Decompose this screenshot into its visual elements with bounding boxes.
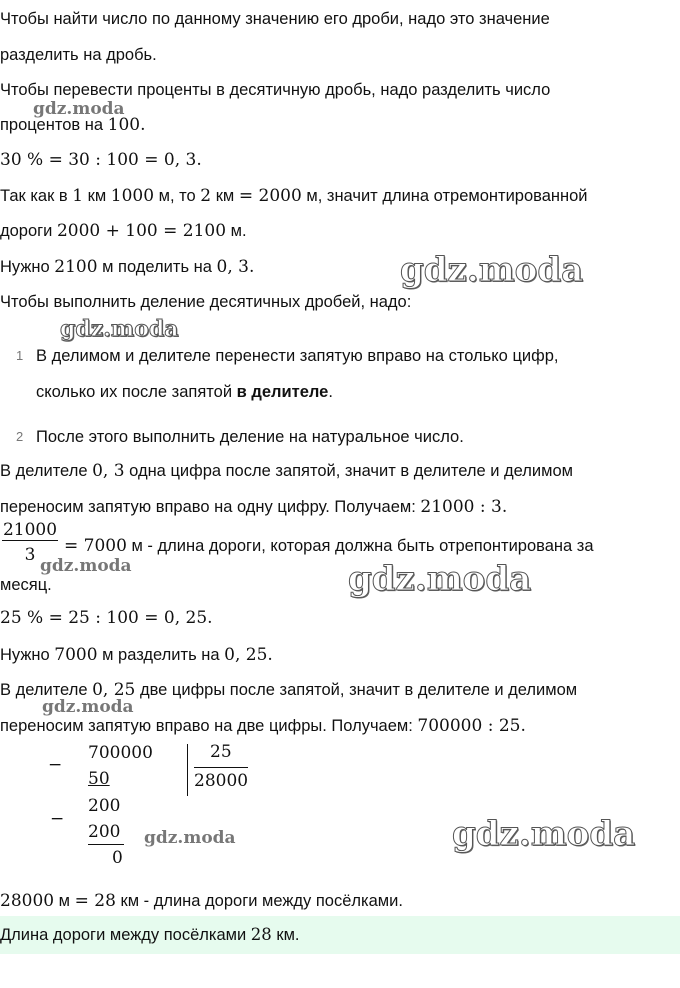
paragraph-line <box>0 185 588 207</box>
text: сколько их после запятой <box>36 383 237 401</box>
divisor-underline <box>194 767 248 768</box>
text: м. <box>226 222 247 240</box>
answer-line <box>0 924 300 946</box>
text: Чтобы перевести проценты в десятичную дробь, надо разделить число <box>0 81 551 99</box>
paragraph-line <box>0 460 573 482</box>
division-bar <box>187 744 188 796</box>
paragraph-line <box>0 8 550 30</box>
subtrahend: 50 <box>88 769 110 789</box>
answer-box <box>0 916 680 954</box>
watermark: gdz.moda <box>348 559 532 599</box>
math: 2000 <box>253 186 302 206</box>
list-number: 2 <box>16 429 24 444</box>
text: переносим запятую вправо на одну цифру. Получаем: <box>0 498 421 516</box>
minus-sign: − <box>48 755 63 775</box>
math: 100. <box>107 115 146 135</box>
paragraph-line <box>0 220 247 242</box>
text: разделить на дробь. <box>0 46 157 64</box>
text: Чтобы выполнить деление десятичных дробей, надо: <box>0 293 412 311</box>
text: процентов на <box>0 116 108 134</box>
math: 28000 <box>0 891 55 911</box>
subtraction-line <box>88 844 124 845</box>
paragraph-line <box>0 574 52 596</box>
text: В делимом и делителе перенести запятую вправо на столько цифр, <box>36 347 559 365</box>
subtrahend: 200 <box>88 822 121 842</box>
fraction-numerator: 21000 <box>2 520 58 540</box>
bold-text: в делителе <box>236 383 329 401</box>
paragraph-line <box>0 644 273 666</box>
text: Нужно <box>0 258 55 276</box>
watermark: gdz.moda <box>400 250 584 290</box>
paragraph-line <box>0 44 157 66</box>
text: км - длина дороги между посёлками. <box>115 892 403 910</box>
math: = <box>238 186 254 206</box>
list-item <box>36 345 558 367</box>
text: Чтобы найти число по данному значению его дроби, надо это значение <box>0 10 550 28</box>
equation: 25 % = 25 : 100 = 0, 25. <box>0 608 213 628</box>
watermark: gdz.moda <box>33 99 125 119</box>
text: км <box>83 187 111 205</box>
watermark: gdz.moda <box>40 556 132 576</box>
text: км <box>211 187 239 205</box>
math: 1 <box>72 186 84 206</box>
watermark: gdz.moda <box>144 828 236 848</box>
math: 7000 <box>54 645 98 665</box>
list-item <box>36 426 464 448</box>
text: м поделить на <box>97 258 217 276</box>
paragraph-line <box>64 535 594 557</box>
text: Нужно <box>0 646 55 664</box>
paragraph-line <box>0 291 411 313</box>
math: 2100 <box>54 257 98 277</box>
text: м, то <box>154 187 201 205</box>
text: м - длина дороги, которая должна быть отрепонтирована за <box>126 537 594 555</box>
paragraph-line <box>0 496 507 518</box>
math: 0, 3. <box>216 257 255 277</box>
list-item <box>36 381 333 403</box>
text: После этого выполнить деление на натуральное число. <box>36 428 464 446</box>
math: 28 <box>250 925 272 944</box>
text: В делителе <box>0 462 93 480</box>
math: 21000 : 3. <box>420 497 508 517</box>
math: 0, 3 <box>92 461 125 481</box>
math: 2 <box>200 186 212 206</box>
text: км. <box>271 926 300 944</box>
watermark: gdz.moda <box>42 697 134 717</box>
divisor: 25 <box>210 742 232 762</box>
text: В делителе <box>0 681 93 699</box>
text: одна цифра после запятой, значит в делителе и делимом <box>124 462 573 480</box>
remainder: 200 <box>88 796 121 816</box>
text: две цифры после запятой, значит в делителе и делимом <box>135 681 578 699</box>
math: 0, 25. <box>224 645 273 665</box>
math: 2000 + 100 = 2100 <box>56 221 227 241</box>
math: = 7000 <box>64 536 127 556</box>
watermark: gdz.moda <box>60 316 179 342</box>
paragraph-line <box>0 715 526 737</box>
text: дороги <box>0 222 57 240</box>
list-number: 1 <box>16 348 24 363</box>
text: м <box>54 892 75 910</box>
math: 1000 <box>110 186 155 206</box>
text: Так как в <box>0 187 73 205</box>
quotient: 28000 <box>194 771 249 791</box>
text: м, значит длина отремонтированной <box>301 187 588 205</box>
math: 700000 : 25. <box>417 716 526 736</box>
fraction-denominator: 3 <box>24 545 36 565</box>
text: . <box>328 383 333 401</box>
minus-sign: − <box>50 809 65 829</box>
paragraph-line <box>0 114 145 136</box>
watermark: gdz.moda <box>452 814 636 854</box>
math: 0, 25 <box>92 680 136 700</box>
math: = 28 <box>74 891 116 911</box>
text: месяц. <box>0 576 52 594</box>
paragraph-line <box>0 256 254 278</box>
paragraph-line <box>0 79 550 101</box>
paragraph-line <box>0 890 403 912</box>
final-remainder: 0 <box>112 848 123 868</box>
equation: 30 % = 30 : 100 = 0, 3. <box>0 150 202 170</box>
dividend: 700000 <box>88 743 153 763</box>
text: Длина дороги между посёлками <box>0 926 251 944</box>
text: м разделить на <box>97 646 225 664</box>
text: переносим запятую вправо на две цифры. Получаем: <box>0 717 418 735</box>
